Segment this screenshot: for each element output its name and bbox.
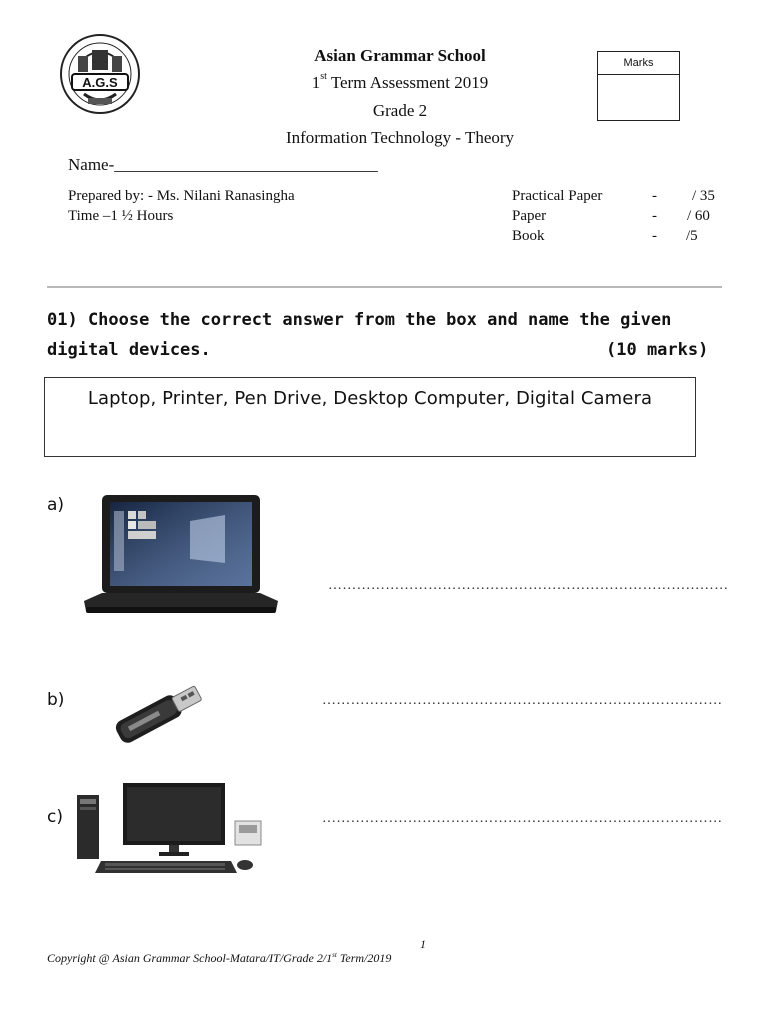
section-divider bbox=[47, 286, 722, 288]
answer-options-box bbox=[44, 377, 696, 457]
answer-line: ………………………………………………………………………… bbox=[322, 811, 723, 826]
marks-dash: - bbox=[652, 188, 657, 204]
term-ordinal: 1 bbox=[311, 73, 321, 92]
pen-drive-image bbox=[103, 668, 213, 750]
marks-value: / 35 bbox=[692, 188, 715, 204]
term-rest: Term Assessment 2019 bbox=[326, 73, 489, 92]
exam-time: Time –1 ½ Hours bbox=[68, 208, 174, 224]
copyright-text: Copyright @ Asian Grammar School-Matara/IT/Grade 2/1 bbox=[47, 951, 333, 965]
term-suffix: st bbox=[320, 71, 327, 82]
question-text-continued: digital devices. bbox=[47, 340, 211, 360]
marks-box bbox=[597, 51, 680, 121]
marks-value: / 60 bbox=[687, 208, 710, 224]
item-label: c) bbox=[47, 807, 63, 827]
marks-dash: - bbox=[652, 208, 657, 224]
marks-dash: - bbox=[652, 228, 657, 244]
school-name: Asian Grammar School bbox=[314, 46, 486, 65]
logo-lettering: A.G.S bbox=[82, 75, 118, 90]
marks-label: Practical Paper bbox=[512, 188, 603, 204]
laptop-image bbox=[80, 493, 282, 615]
marks-box-label: Marks bbox=[598, 52, 679, 75]
page-number: 1 bbox=[420, 937, 426, 951]
copyright-superscript: st bbox=[332, 951, 337, 959]
grade-title: Grade 2 bbox=[372, 101, 428, 120]
item-label: a) bbox=[47, 495, 65, 515]
marks-label: Paper bbox=[512, 208, 547, 224]
marks-label: Book bbox=[512, 228, 545, 244]
prepared-by: Prepared by: - Ms. Nilani Ranasingha bbox=[68, 188, 295, 204]
question-marks: (10 marks) bbox=[606, 340, 709, 360]
desktop-computer-image bbox=[75, 775, 265, 875]
subject-title: Information Technology - Theory bbox=[285, 128, 515, 147]
question-text: 01) Choose the correct answer from the box and name the given bbox=[47, 310, 672, 330]
answer-line: ………………………………………………………………………… bbox=[322, 693, 723, 708]
name-field: Name-_______________________________ bbox=[68, 155, 378, 174]
answer-options: Laptop, Printer, Pen Drive, Desktop Computer, Digital Camera bbox=[87, 388, 653, 409]
answer-line: ………………………………………………………………………… bbox=[328, 578, 729, 593]
item-label: b) bbox=[47, 690, 65, 710]
school-logo bbox=[58, 32, 142, 122]
term-title bbox=[200, 71, 600, 92]
marks-value: /5 bbox=[686, 228, 698, 244]
copyright-footer bbox=[47, 951, 391, 966]
copyright-text-end: Term/2019 bbox=[336, 951, 392, 965]
